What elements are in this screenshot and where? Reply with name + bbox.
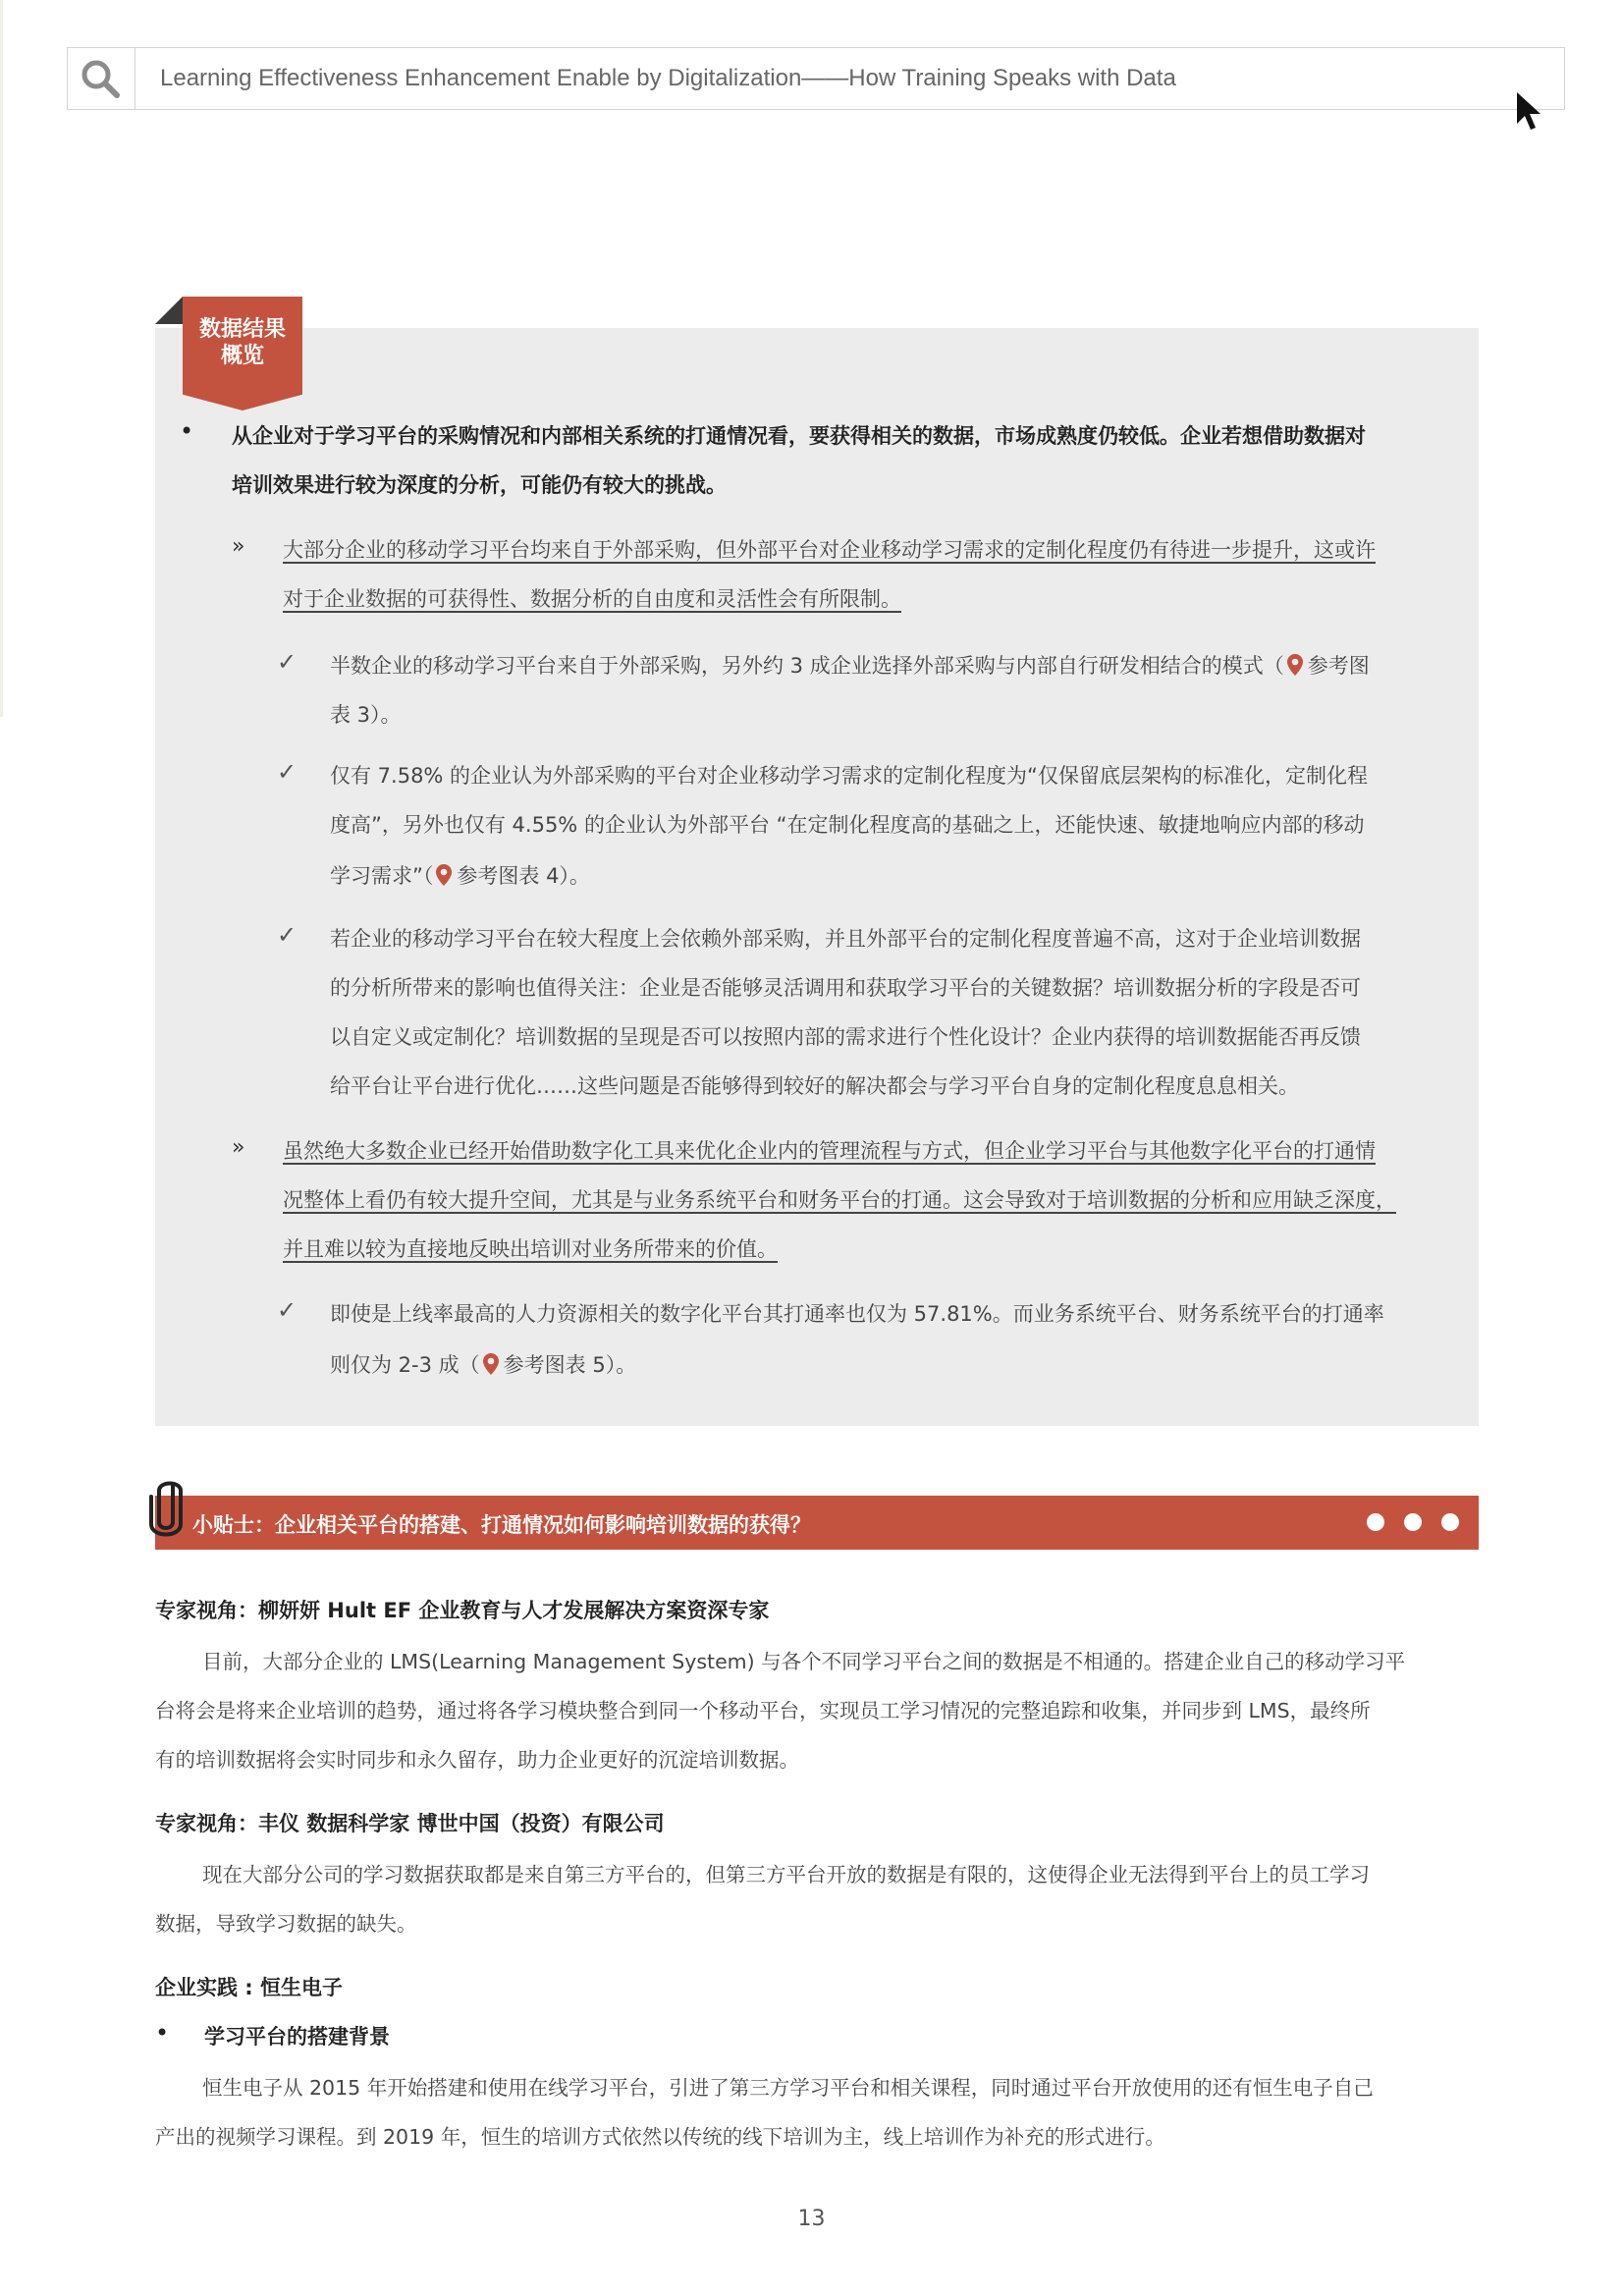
dot-icon bbox=[1367, 1513, 1384, 1531]
sub1-line-1: 大部分企业的移动学习平台均来自于外部采购，但外部平台对企业移动学习需求的定制化程度仍有待进一步提升，这或许 bbox=[283, 538, 1376, 562]
check3-line-2: 的分析所带来的影响也值得关注：企业是否能够灵活调用和获取学习平台的关键数据？培训数据分析的字段是否可 bbox=[330, 976, 1361, 1000]
sub2-line-1: 虽然绝大多数企业已经开始借助数字化工具来优化企业内的管理流程与方式，但企业学习平台与其他数字化平台的打通情 bbox=[283, 1139, 1376, 1163]
header-search-bar[interactable] bbox=[67, 47, 1565, 110]
bullet-dot: • bbox=[180, 417, 194, 445]
search-icon bbox=[80, 58, 123, 101]
practice-line-2: 产出的视频学习课程。到 2019 年，恒生的培训方式依然以传统的线下培训为主，线上培训作为补充的形式进行。 bbox=[155, 2125, 1165, 2149]
summary-badge bbox=[155, 297, 302, 410]
check4-line-1: 即使是上线率最高的人力资源相关的数字化平台其打通率也仅为 57.81%。而业务系统平台、财务系统平台的打通率 bbox=[330, 1302, 1384, 1326]
expert2-line-1: 现在大部分公司的学习数据获取都是来自第三方平台的，但第三方平台开放的数据是有限的，这使得企业无法得到平台上的员工学习 bbox=[202, 1863, 1370, 1886]
check4-line2-pre: 则仅为 2-3 成（ bbox=[330, 1353, 480, 1377]
check2-line-3 bbox=[330, 860, 590, 890]
main-bullet-line-1: 从企业对于学习平台的采购情况和内部相关系统的打通情况看，要获得相关的数据，市场成熟度仍较低。企业若想借助数据对 bbox=[232, 424, 1366, 448]
check2-line-2: 度高”，另外也仅有 4.55% 的企业认为外部平台 “在定制化程度高的基础之上，还能快速、敏捷地响应内部的移动 bbox=[330, 813, 1365, 837]
check-icon: ✓ bbox=[277, 758, 298, 786]
check-icon: ✓ bbox=[277, 921, 298, 949]
sub2-line-2: 况整体上看仍有较大提升空间，尤其是与业务系统平台和财务平台的打通。这会导致对于培训数据的分析和应用缺乏深度， bbox=[283, 1188, 1396, 1212]
expert1-line-1: 目前，大部分企业的 LMS(Learning Management System) 与各个不同学习平台之间的数据是不相通的。搭建企业自己的移动学习平 bbox=[202, 1650, 1406, 1673]
bullet-dot: • bbox=[155, 2019, 170, 2047]
expert1-heading: 专家视角：柳妍妍 Hult EF 企业教育与人才发展解决方案资深专家 bbox=[155, 1599, 770, 1622]
badge-line-1: 数据结果 bbox=[198, 317, 286, 342]
check4-line-2 bbox=[330, 1349, 636, 1379]
practice-bullet: 学习平台的搭建背景 bbox=[204, 2025, 390, 2049]
dot-icon bbox=[1441, 1513, 1459, 1531]
location-pin-icon bbox=[482, 1352, 500, 1376]
check1-line-2: 表 3）。 bbox=[330, 703, 402, 727]
chevron-right-icon: » bbox=[232, 534, 245, 559]
practice-line-1: 恒生电子从 2015 年开始搭建和使用在线学习平台，引进了第三方学习平台和相关课程，同时通过平台开放使用的还有恒生电子自己 bbox=[202, 2076, 1374, 2100]
chevron-right-icon: » bbox=[232, 1135, 245, 1160]
location-pin-icon bbox=[435, 863, 453, 887]
paperclip-icon bbox=[143, 1477, 192, 1538]
expert1-line-3: 有的培训数据将会实时同步和永久留存，助力企业更好的沉淀培训数据。 bbox=[155, 1748, 799, 1772]
expert2-heading: 专家视角：丰仪 数据科学家 博世中国（投资）有限公司 bbox=[155, 1812, 665, 1835]
check-icon: ✓ bbox=[277, 648, 298, 676]
check2-ref[interactable]: 参考图表 4）。 bbox=[457, 864, 590, 888]
main-bullet-line-2: 培训效果进行较为深度的分析，可能仍有较大的挑战。 bbox=[232, 473, 727, 497]
check2-line3-pre: 学习需求”（ bbox=[330, 864, 434, 888]
check1-line-1 bbox=[330, 650, 1370, 680]
tip-bar bbox=[155, 1496, 1479, 1550]
mouse-cursor-icon bbox=[1515, 90, 1542, 134]
page-number: 13 bbox=[797, 2207, 826, 2231]
header-title: Learning Effectiveness Enhancement Enable by Digitalization——How Training Speaks with Data bbox=[160, 65, 1176, 91]
badge-fold bbox=[155, 297, 183, 324]
check4-ref[interactable]: 参考图表 5）。 bbox=[503, 1353, 637, 1377]
sub1-line-2: 对于企业数据的可获得性、数据分析的自由度和灵活性会有所限制。 bbox=[283, 587, 901, 611]
expert1-line-2: 台将会是将来企业培训的趋势，通过将各学习模块整合到同一个移动平台，实现员工学习情况的完整追踪和收集，并同步到 LMS，最终所 bbox=[155, 1699, 1371, 1722]
check3-line-4: 给平台让平台进行优化……这些问题是否能够得到较好的解决都会与学习平台自身的定制化程度息息相关。 bbox=[330, 1074, 1299, 1098]
check2-line-1: 仅有 7.58% 的企业认为外部采购的平台对企业移动学习需求的定制化程度为“仅保留底层架构的标准化，定制化程 bbox=[330, 764, 1368, 788]
dot-icon bbox=[1404, 1513, 1422, 1531]
check1-text: 半数企业的移动学习平台来自于外部采购，另外约 3 成企业选择外部采购与内部自行研发相结合的模式（ bbox=[330, 654, 1284, 678]
expert2-line-2: 数据，导致学习数据的缺失。 bbox=[155, 1912, 417, 1936]
practice-heading: 企业实践 : 恒生电子 bbox=[155, 1976, 344, 1999]
badge-label bbox=[183, 316, 302, 369]
check1-ref[interactable]: 参考图 bbox=[1307, 654, 1370, 678]
tip-title: 小贴士：企业相关平台的搭建、打通情况如何影响培训数据的获得？ bbox=[192, 1513, 811, 1537]
check-icon: ✓ bbox=[277, 1296, 298, 1324]
check3-line-3: 以自定义或定制化？培训数据的呈现是否可以按照内部的需求进行个性化设计？企业内获得的培训数据能否再反馈 bbox=[330, 1025, 1361, 1049]
sub2-line-3: 并且难以较为直接地反映出培训对业务所带来的价值。 bbox=[283, 1237, 778, 1261]
badge-line-2: 概览 bbox=[220, 344, 264, 368]
page-edge-line bbox=[0, 0, 3, 717]
check3-line-1: 若企业的移动学习平台在较大程度上会依赖外部采购，并且外部平台的定制化程度普遍不高，这对于企业培训数据 bbox=[330, 927, 1361, 951]
location-pin-icon bbox=[1286, 653, 1304, 677]
